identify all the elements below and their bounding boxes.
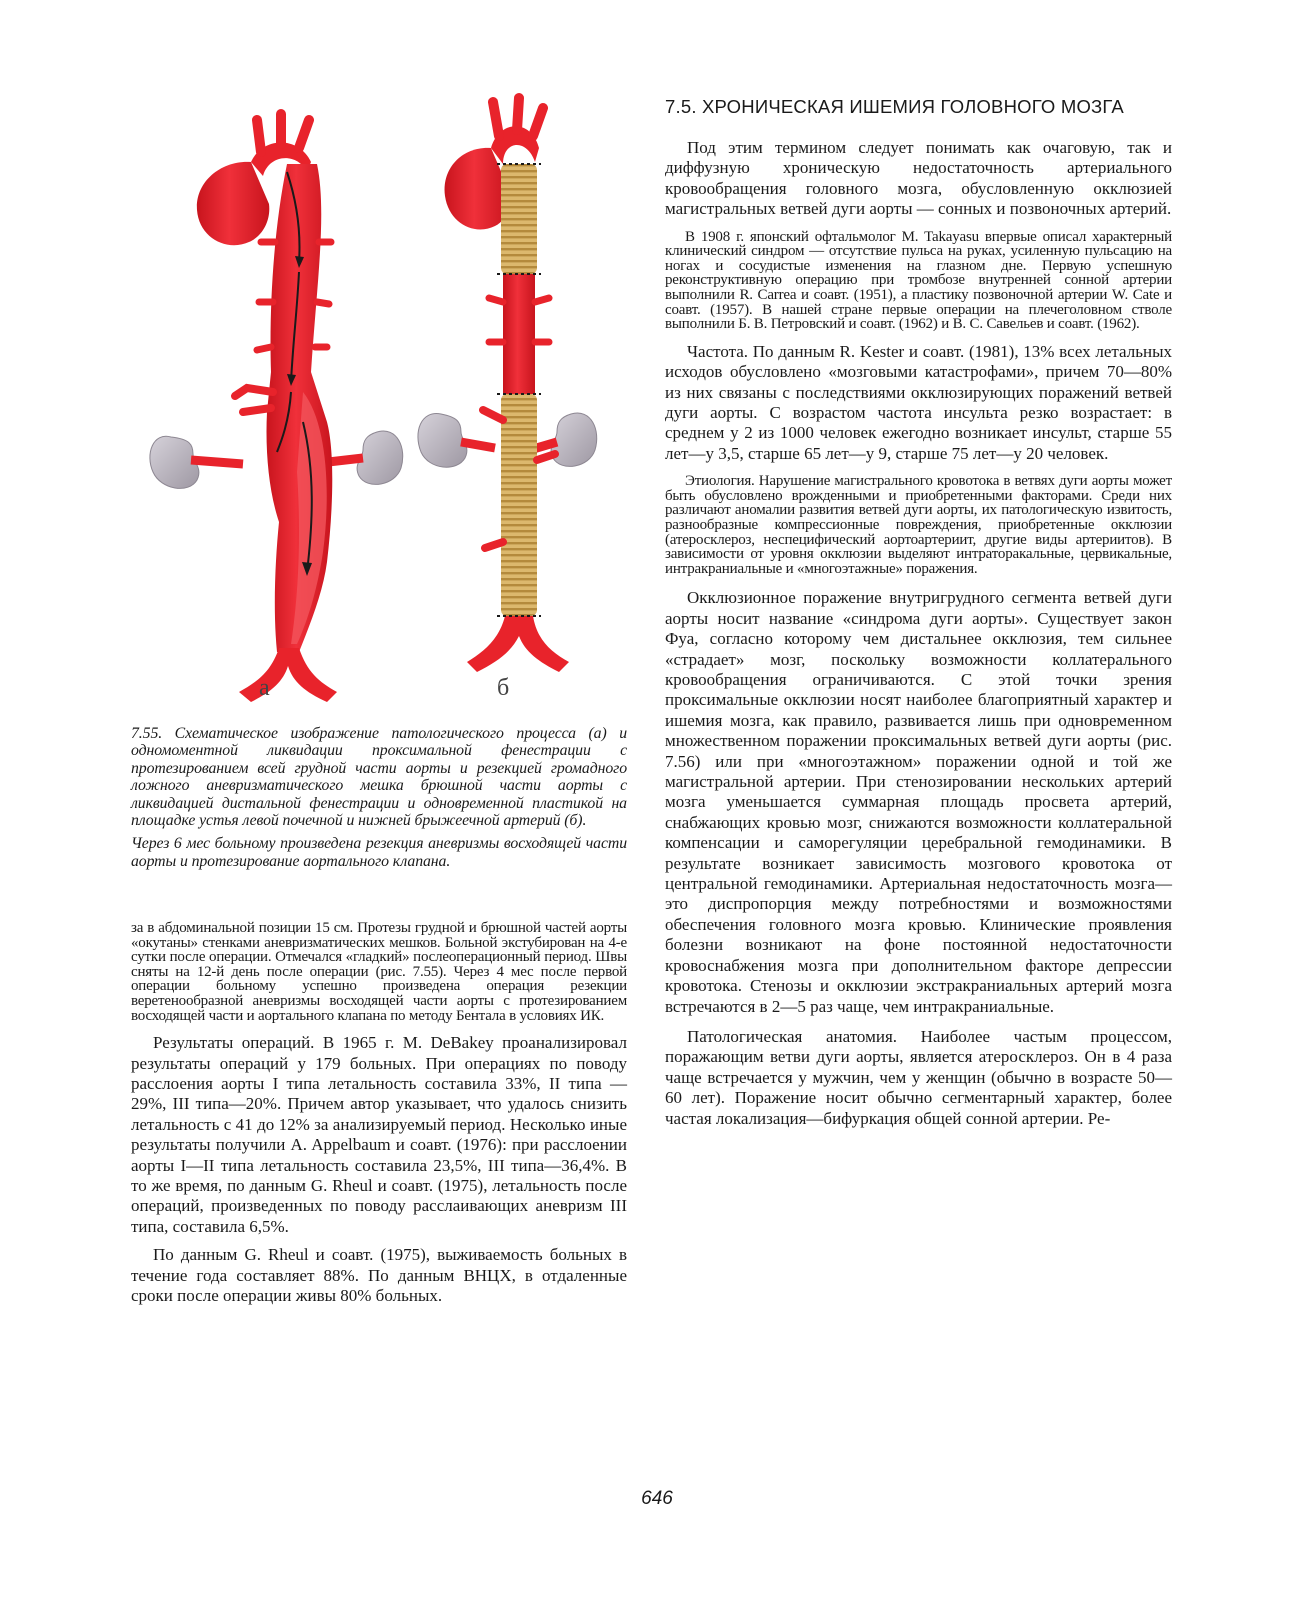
kidney-right-b <box>551 413 597 466</box>
page-number: 646 <box>641 1488 673 1509</box>
right-paragraph-3: Частота. По данным R. Kester и соавт. (1981), 13% всех летальных исходов обусловлено «мозговыми катастрофами», причем 70—80% из них связаны с последствиями окклюзирующих поражений ветвей дуги аорты. С возрастом частота инсульта резко возрастает: в среднем у 2 из 1000 человек ежегодно возникает инсульт, старше 55 лет—у 3,5, старше 65 лет—у 9, старше 75 лет—у 20 человек. <box>665 341 1172 463</box>
kidney-left-b <box>418 414 467 468</box>
left-paragraph-3: По данным G. Rheul и соавт. (1975), выживаемость больных в течение года составляет 88%. По данным ВНЦХ, в отдаленные сроки после операции живы 80% больных. <box>131 1245 627 1306</box>
aorta-illustration <box>131 92 627 722</box>
figure-note: Через 6 мес больному произведена резекция аневризмы восходящей части аорты и протезирование аортального клапана. <box>131 835 627 870</box>
right-column-text <box>665 138 1172 1129</box>
figure-label-b: б <box>497 675 510 701</box>
right-paragraph-2: В 1908 г. японский офтальмолог M. Takayasu впервые описал характерный клинический синдром — отсутствие пульса на руках, усиленную пульсацию на ногах и сосудистые изменения на глазном дне. Первую успешную реконструктивную операцию при тромбозе внутренней сонной артерии выполнили R. Carrea и соавт. (1951), а пластику позвоночной артерии W. Cate и соавт. (1957). В нашей стране первые операции на плечеголовном стволе выполнили Б. В. Петровский и соавт. (1962) и В. С. Савельев и соавт. (1962). <box>665 228 1172 333</box>
iliac-bifurcation-b <box>467 616 569 672</box>
right-paragraph-5: Окклюзионное поражение внутригрудного сегмента ветвей дуги аорты носит название «синдрома дуги аорты». Существует закон Фуа, согласно которому чем дистальнее окклюзия, тем сильнее «страдает» мозг, поскольку возможности коллатерального кровообращения ограничиваются. С этой точки зрения проксимальные окклюзии носят наиболее благоприятный характер и ишемия мозга, как правило, развивается лишь при одновременном множественном поражении проксимальных ветвей дуги аорты (рис. 7.56) или при «многоэтажном» поражении одной и той же магистральной артерии. При стенозировании нескольких артерий мозга уменьшается суммарная площадь просвета артерий, снабжающих кровью мозг, снижаются возможности коллатеральной компенсации и саморегуляции церебральной гемодинамики. В результате возникает зависимость мозгового кровотока от центральной гемодинамики. Артериальная недостаточность мозга—это диспропорция между потребностями и возможностями обеспечения головного мозга кровью. Клинические проявления болезни возникают на фоне постоянной недостаточности кровоснабжения мозга при дополнительном факторе депрессии кровотока. Стенозы и окклюзии экстракраниальных артерий мозга встречаются в 2—5 раз чаще, чем интракраниальные. <box>665 588 1172 1016</box>
figure-caption: 7.55. Схематическое изображение патологического процесса (а) и одномоментной ликвидации проксимальной фенестрации с протезированием всей грудной части аорты и резекцией громадного ложного аневризматического мешка брюшной части аорты с ликвидацией дистальной фенестрации и одновременной пластикой на площадке устья левой почечной и нижней брыжеечной артерий (б). <box>131 725 627 830</box>
abdominal-graft-lower <box>501 394 537 616</box>
native-segment-b <box>503 274 535 394</box>
visceral-branches-a <box>235 388 273 412</box>
left-paragraph-2: Результаты операций. В 1965 г. M. DeBakey проанализировал результаты операций у 179 больных. При операциях по поводу расслоения аорты I типа летальность составила 33%, II типа — 29%, III типа—20%. Причем автор указывает, что удалось снизить летальность с 41 до 12% за анализируемый период. Несколько иные результаты получили A. Appelbaum и соавт. (1976): при расслоении аорты I—II типа летальность составила 23,5%, III типа—36,4%. В то же время, по данным G. Rheul и соавт. (1975), летальность после операций, произведенных по поводу расслаивающих аневризм III типа, составила 6,5%. <box>131 1033 627 1236</box>
section-title: 7.5. ХРОНИЧЕСКАЯ ИШЕМИЯ ГОЛОВНОГО МОЗГА <box>665 96 1124 117</box>
arch-branches-b <box>493 98 543 136</box>
kidney-right-a <box>357 431 403 484</box>
ascending-aneurysm-a <box>197 162 269 245</box>
right-paragraph-1: Под этим термином следует понимать как очаговую, так и диффузную хроническую недостаточность артериального кровообращения головного мозга, обусловленную окклюзией магистральных ветвей дуги аорты — сонных и позвоночных артерий. <box>665 138 1172 219</box>
figure-label-a: а <box>259 675 270 701</box>
aorta-figure-b <box>418 98 597 672</box>
thoracic-graft-upper <box>501 164 537 274</box>
arch-branches-a <box>257 114 309 152</box>
figure-caption-block <box>131 725 627 870</box>
aorta-figure-a <box>150 114 403 702</box>
iliac-bifurcation-a <box>239 648 337 702</box>
right-paragraph-6: Патологическая анатомия. Наиболее частым процессом, поражающим ветви дуги аорты, является атеросклероз. Он в 4 раза чаще встречается у мужчин, чем у женщин (обычно в возрасте 50—60 лет). Поражение носит обычно сегментарный характер, более частая локализация—бифуркация общей сонной артерии. Ре- <box>665 1026 1172 1128</box>
left-column-text <box>131 921 627 1306</box>
left-paragraph-1: за в абдоминальной позиции 15 см. Протезы грудной и брюшной частей аорты «окутаны» стенками аневризматических мешков. Больной экстубирован на 4-е сутки после операции. Отмечался «гладкий» послеоперационный период. Швы сняты на 12-й день после операции (рис. 7.55). Через 4 мес после первой операции больному успешно произведена операция резекции веретенообразной аневризмы восходящей части аорты с протезированием восходящей части и аортального клапана по методу Бентала в условиях ИК. <box>131 920 627 1024</box>
right-paragraph-4: Этиология. Нарушение магистрального кровотока в ветвях дуги аорты может быть обусловлено врожденными и приобретенными факторами. Среди них различают аномалии развития ветвей дуги аорты, их патологическую извитость, разнообразные компрессионные повреждения, приобретенные окклюзии (атеросклероз, неспецифический аортоартериит, другие виды артериитов). В зависимости от уровня окклюзии выделяют интраторакальные, цервикальные, интракраниальные и «многоэтажные» поражения. <box>665 473 1172 577</box>
figure-7-55 <box>131 92 627 722</box>
